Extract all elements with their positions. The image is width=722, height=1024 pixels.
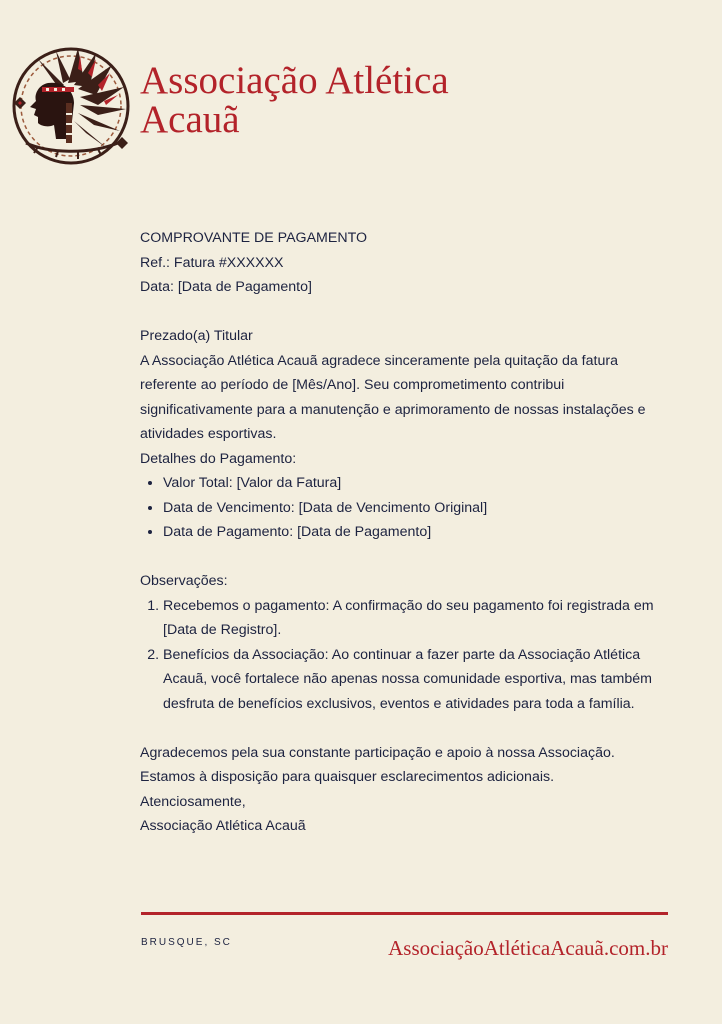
list-item: • Data de Pagamento: [Data de Pagamento]: [163, 520, 672, 545]
list-item: 1. Recebemos o pagamento: A confirmação do seu pagamento foi registrada em [Data de Registro].: [163, 594, 672, 643]
list-item: • Valor Total: [Valor da Fatura]: [163, 471, 672, 496]
spacer: [140, 300, 672, 325]
payment-details-list: [140, 471, 672, 545]
organization-title: [140, 61, 449, 139]
payment-date: Data: [Data de Pagamento]: [140, 279, 312, 295]
footer-divider: [141, 912, 668, 915]
notes-list: [140, 594, 672, 717]
footer-city: BRUSQUE, SC: [141, 937, 232, 948]
letterhead: [8, 43, 568, 183]
list-item: • Data de Vencimento: [Data de Vencimento Original]: [163, 496, 672, 521]
document-title: COMPROVANTE DE PAGAMENTO: [140, 230, 368, 246]
body-paragraph: A Associação Atlética Acauã agradece sinceramente pela quitação da fatura referente ao período de [Mês/Ano]. Seu comprometimento contribui significativamente para a manutenção e aprimoramento de nossas instalações e atividades esportivas.: [140, 352, 646, 442]
signature: Associação Atlética Acauã: [140, 818, 306, 834]
spacer: [140, 545, 672, 570]
native-chief-headdress-icon: [8, 43, 134, 169]
invoice-reference: Ref.: Fatura #XXXXXX: [140, 254, 284, 271]
spacer: [140, 716, 672, 741]
greeting: Prezado(a) Titular: [140, 328, 253, 344]
signoff: Atenciosamente,: [140, 793, 246, 810]
organization-title-line1: Associação Atlética: [140, 59, 449, 102]
closing-paragraph: Agradecemos pela sua constante participação e apoio à nossa Associação. Estamos à disposição para quaisquer esclarecimentos adicionais.: [140, 744, 615, 785]
details-heading: Detalhes do Pagamento:: [140, 450, 297, 467]
letter-body: [140, 226, 672, 839]
list-item: 2. Benefícios da Associação: Ao continuar a fazer parte da Associação Atlética Acauã, você fortalece não apenas nossa comunidade esportiva, mas também desfruta de benefícios exclusivos, eventos e atividades para toda a família.: [163, 643, 672, 717]
footer-website-link[interactable]: AssociaçãoAtléticaAcauã.com.br: [388, 936, 668, 960]
organization-title-line2: Acauã: [140, 98, 240, 141]
notes-heading: Observações:: [140, 573, 228, 589]
